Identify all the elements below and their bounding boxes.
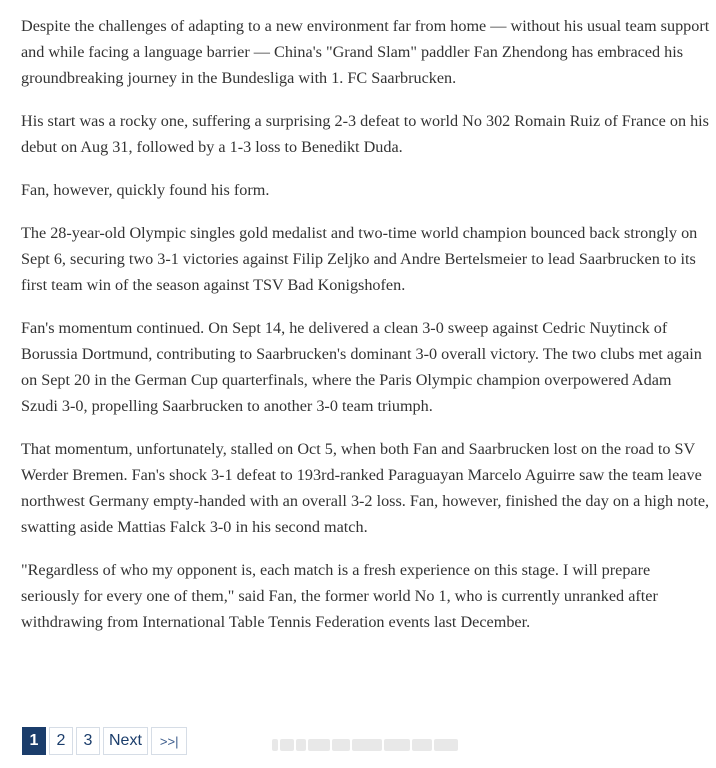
pagination: [22, 727, 187, 755]
page-3-button[interactable]: 3: [76, 727, 100, 755]
last-page-button[interactable]: >>|: [151, 727, 188, 755]
article-paragraph: "Regardless of who my opponent is, each match is a fresh experience on this stage. I will prepare seriously for every one of them," said Fan, the former world No 1, who is currently unranked after withdrawing from International Table Tennis Federation events last December.: [21, 561, 658, 631]
next-page-button[interactable]: Next: [103, 727, 148, 755]
page-1-button[interactable]: 1: [22, 727, 46, 755]
article-paragraph: His start was a rocky one, suffering a surprising 2-3 defeat to world No 302 Romain Ruiz of France on his debut on Aug 31, followed by a 1-3 loss to Benedikt Duda.: [21, 112, 709, 156]
article-body: [21, 13, 711, 652]
article-paragraph: Despite the challenges of adapting to a new environment far from home — without his usual team support and while facing a language barrier — China's "Grand Slam" paddler Fan Zhendong has embraced his groundbreaking journey in the Bundesliga with 1. FC Saarbrucken.: [21, 17, 710, 87]
article-paragraph: Fan, however, quickly found his form.: [21, 181, 270, 199]
page-2-button[interactable]: 2: [49, 727, 73, 755]
watermark: [272, 739, 458, 751]
article-paragraph: That momentum, unfortunately, stalled on Oct 5, when both Fan and Saarbrucken lost on the road to SV Werder Bremen. Fan's shock 3-1 defeat to 193rd-ranked Paraguayan Marcelo Aguirre saw the team leave northwest Germany empty-handed with an overall 3-2 loss. Fan, however, finished the day on a high note, swatting aside Mattias Falck 3-0 in his second match.: [21, 440, 710, 536]
article-paragraph: The 28-year-old Olympic singles gold medalist and two-time world champion bounced back strongly on Sept 6, securing two 3-1 victories against Filip Zeljko and Andre Bertelsmeier to lead Saarbrucken to its first team win of the season against TSV Bad Konigshofen.: [21, 224, 698, 294]
article-paragraph: Fan's momentum continued. On Sept 14, he delivered a clean 3-0 sweep against Cedric Nuytinck of Borussia Dortmund, contributing to Saarbrucken's dominant 3-0 overall victory. The two clubs met again on Sept 20 in the German Cup quarterfinals, where the Paris Olympic champion overpowered Adam Szudi 3-0, propelling Saarbrucken to another 3-0 team triumph.: [21, 319, 702, 415]
